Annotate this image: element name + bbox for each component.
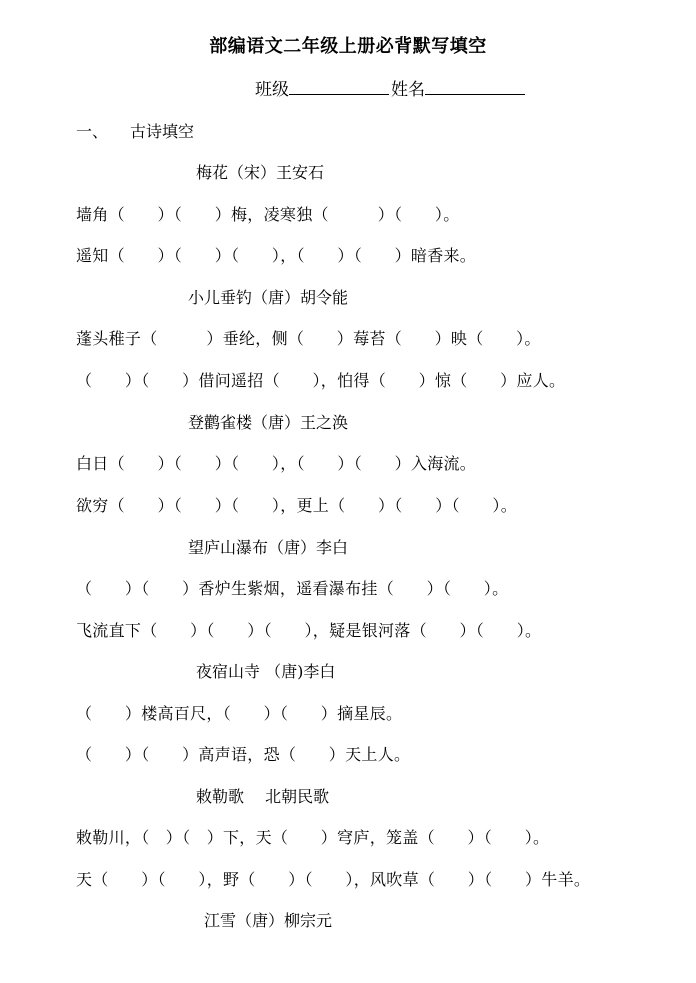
poem-line: 天（ ）（ ），野（ ）（ ），风吹草（ ）（ ）牛羊。 <box>76 870 591 889</box>
poem-title: 梅花（宋）王安石 <box>196 163 325 182</box>
poem-title: 敕勒歌 北朝民歌 <box>196 787 330 806</box>
section-number: 一、 <box>76 122 109 141</box>
page-title: 部编语文二年级上册必背默写填空 <box>209 36 487 57</box>
poem-line: 遥知（ ）（ ）（ ），（ ）（ ）暗香来。 <box>76 246 477 265</box>
section-label: 古诗填空 <box>130 122 195 141</box>
poem-title: 小儿垂钓（唐）胡令能 <box>188 288 349 307</box>
section-heading <box>76 119 194 142</box>
class-name-fields <box>255 75 527 100</box>
poem-line: 欲穷（ ）（ ）（ ），更上（ ）（ ）（ ）。 <box>76 496 518 515</box>
poem-title: 登鹳雀楼（唐）王之涣 <box>188 413 349 432</box>
poem-line: 蓬头稚子（ ）垂纶，侧（ ）莓苔（ ）映（ ）。 <box>76 329 541 348</box>
poem-line: （ ）楼高百尺，（ ）（ ）摘星辰。 <box>76 704 403 723</box>
poem-title: 夜宿山寺 （唐)李白 <box>196 662 336 681</box>
name-label: 姓名 <box>391 80 425 100</box>
poem-title: 江雪（唐）柳宗元 <box>204 911 333 930</box>
poem-line: （ ）（ ）借问遥招（ ），怕得（ ）惊（ ）应人。 <box>76 371 566 390</box>
poem-title: 望庐山瀑布（唐）李白 <box>188 538 349 557</box>
poem-line: 白日（ ）（ ）（ ），（ ）（ ）入海流。 <box>76 454 477 473</box>
class-label: 班级 <box>255 80 289 100</box>
poem-line: 飞流直下（ ）（ ）（ ），疑是银河落（ ）（ ）。 <box>76 621 542 640</box>
name-blank[interactable] <box>425 80 525 95</box>
class-blank[interactable] <box>289 80 389 95</box>
poem-line: （ ）（ ）香炉生紫烟，遥看瀑布挂（ ）（ ）。 <box>76 579 509 598</box>
poem-line: 墙角（ ）（ ）梅，凌寒独（ ）（ ）。 <box>76 205 460 224</box>
poem-line: 敕勒川，（ ）（ ）下，天（ ）穹庐，笼盖（ ）（ ）。 <box>76 828 550 847</box>
poem-line: （ ）（ ）高声语，恐（ ）天上人。 <box>76 745 411 764</box>
